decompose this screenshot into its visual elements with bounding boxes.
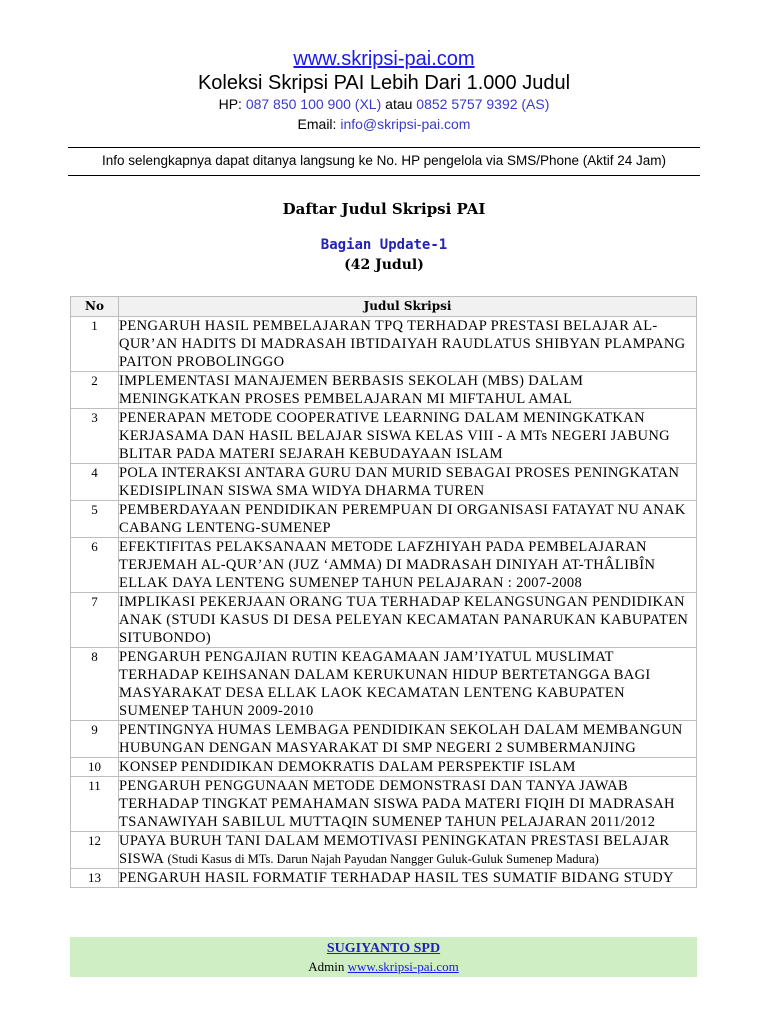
row-number: 11 [71, 777, 119, 832]
email-label: Email: [297, 116, 337, 132]
row-title: IMPLIKASI PEKERJAAN ORANG TUA TERHADAP KELANGSUNGAN PENDIDIKAN ANAK (STUDI KASUS DI DESA PELEYAN KECAMATAN PANARUKAN KABUPATEN SITUBONDO) [119, 594, 689, 646]
row-title: UPAYA BURUH TANI DALAM MEMOTIVASI PENINGKATAN PRESTASI BELAJAR SISWA [119, 833, 670, 867]
hp-number-2: 0852 5757 9392 (AS) [416, 96, 550, 112]
divider-bottom [68, 175, 700, 176]
row-title: EFEKTIFITAS PELAKSANAAN METODE LAFZHIYAH PADA PEMBELAJARAN TERJEMAH AL-QUR’AN (JUZ ‘AMMA) DI MADRASAH DINIYAH AT-THÂLIBÎN ELLAK DAYA LENTENG SUMENEP TAHUN PELAJARAN : 2007-2008 [119, 539, 656, 591]
column-header-title: Judul Skripsi [119, 297, 697, 317]
phone-contact [0, 96, 768, 112]
row-number: 1 [71, 317, 119, 372]
admin-footer [70, 937, 697, 977]
row-title: KONSEP PENDIDIKAN DEMOKRATIS DALAM PERSPEKTIF ISLAM [119, 759, 576, 775]
row-title: PENTINGNYA HUMAS LEMBAGA PENDIDIKAN SEKOLAH DALAM MEMBANGUN HUBUNGAN DENGAN MASYARAKAT DI SMP NEGERI 2 SUMBERMANJING [119, 722, 683, 756]
row-title-cell [119, 832, 697, 869]
row-title-cell [119, 501, 697, 538]
row-title-cell [119, 372, 697, 409]
row-title: POLA INTERAKSI ANTARA GURU DAN MURID SEBAGAI PROSES PENINGKATAN KEDISIPLINAN SISWA SMA WIDYA DHARMA TUREN [119, 465, 680, 499]
email-contact [0, 116, 768, 132]
row-title-cell [119, 464, 697, 501]
table-row [71, 758, 697, 777]
row-title: IMPLEMENTASI MANAJEMEN BERBASIS SEKOLAH (MBS) DALAM MENINGKATKAN PROSES PEMBELAJARAN MI MIFTAHUL AMAL [119, 373, 584, 407]
row-number: 7 [71, 593, 119, 648]
row-title-cell [119, 648, 697, 721]
column-header-no: No [71, 297, 119, 317]
row-number: 13 [71, 869, 119, 888]
table-row [71, 832, 697, 869]
section-title: Bagian Update-1 [320, 237, 448, 253]
admin-site-link[interactable]: www.skripsi-pai.com [347, 959, 459, 974]
row-number: 5 [71, 501, 119, 538]
admin-name: SUGIYANTO SPD [326, 941, 441, 956]
row-title-cell [119, 538, 697, 593]
thesis-table [70, 296, 697, 888]
title-count: (42 Judul) [344, 257, 424, 273]
row-title-cell [119, 409, 697, 464]
row-number: 4 [71, 464, 119, 501]
admin-line [70, 959, 697, 975]
row-title: PENGARUH PENGGUNAAN METODE DEMONSTRASI DAN TANYA JAWAB TERHADAP TINGKAT PEMAHAMAN SISWA PADA MATERI FIQIH DI MADRASAH TSANAWIYAH SABILUL MUTTAQIN SUMENEP TAHUN PELAJARAN 2011/2012 [119, 778, 675, 830]
row-number: 2 [71, 372, 119, 409]
row-title-cell [119, 777, 697, 832]
row-number: 10 [71, 758, 119, 777]
row-title-cell [119, 869, 697, 888]
table-row [71, 593, 697, 648]
table-row [71, 721, 697, 758]
email-link[interactable]: info@skripsi-pai.com [340, 116, 471, 132]
row-number: 9 [71, 721, 119, 758]
divider-top [68, 147, 700, 148]
table-row [71, 317, 697, 372]
table-row [71, 777, 697, 832]
row-title: PENGARUH HASIL FORMATIF TERHADAP HASIL TES SUMATIF BIDANG STUDY [119, 870, 674, 886]
row-title: PENGARUH PENGAJIAN RUTIN KEAGAMAAN JAM’IYATUL MUSLIMAT TERHADAP KEIHSANAN DALAM KERUKUNAN HIDUP BERTETANGGA BAGI MASYARAKAT DESA ELLAK LAOK KECAMATAN LENTENG KABUPATEN SUMENEP TAHUN 2009-2010 [119, 649, 651, 719]
table-row [71, 464, 697, 501]
table-row [71, 409, 697, 464]
hp-label: HP: [218, 96, 242, 112]
collection-heading: Koleksi Skripsi PAI Lebih Dari 1.000 Judul [197, 72, 571, 94]
admin-label: Admin [308, 959, 345, 974]
info-line: Info selengkapnya dapat ditanya langsung ke No. HP pengelola via SMS/Phone (Aktif 24 Jam) [101, 153, 667, 168]
table-row [71, 648, 697, 721]
row-number: 12 [71, 832, 119, 869]
hp-separator: atau [385, 96, 413, 112]
table-body [71, 317, 697, 888]
table-header-row [71, 297, 697, 317]
table-row [71, 372, 697, 409]
row-title-cell [119, 758, 697, 777]
row-title-note: (Studi Kasus di MTs. Darun Najah Payudan Nangger Guluk-Guluk Sumenep Madura) [167, 852, 599, 866]
row-title: PEMBERDAYAAN PENDIDIKAN PEREMPUAN DI ORGANISASI FATAYAT NU ANAK CABANG LENTENG-SUMENEP [119, 502, 686, 536]
row-title-cell [119, 721, 697, 758]
row-title: PENERAPAN METODE COOPERATIVE LEARNING DALAM MENINGKATKAN KERJASAMA DAN HASIL BELAJAR SISWA KELAS VIII - A MTs NEGERI JABUNG BLITAR PADA MATERI SEJARAH KEBUDAYAAN ISLAM [119, 410, 670, 462]
row-title-cell [119, 317, 697, 372]
row-title-cell [119, 593, 697, 648]
row-number: 6 [71, 538, 119, 593]
row-number: 3 [71, 409, 119, 464]
row-title: PENGARUH HASIL PEMBELAJARAN TPQ TERHADAP PRESTASI BELAJAR AL-QUR’AN HADITS DI MADRASAH IBTIDAIYAH RAUDLATUS SHIBYAN PLAMPANG PAITON PROBOLINGGO [119, 318, 686, 370]
table-row [71, 869, 697, 888]
table-row [71, 501, 697, 538]
row-number: 8 [71, 648, 119, 721]
table-row [71, 538, 697, 593]
site-url-link[interactable]: www.skripsi-pai.com [293, 48, 475, 70]
document-title: Daftar Judul Skripsi PAI [282, 200, 486, 218]
hp-number-1: 087 850 100 900 (XL) [245, 96, 382, 112]
